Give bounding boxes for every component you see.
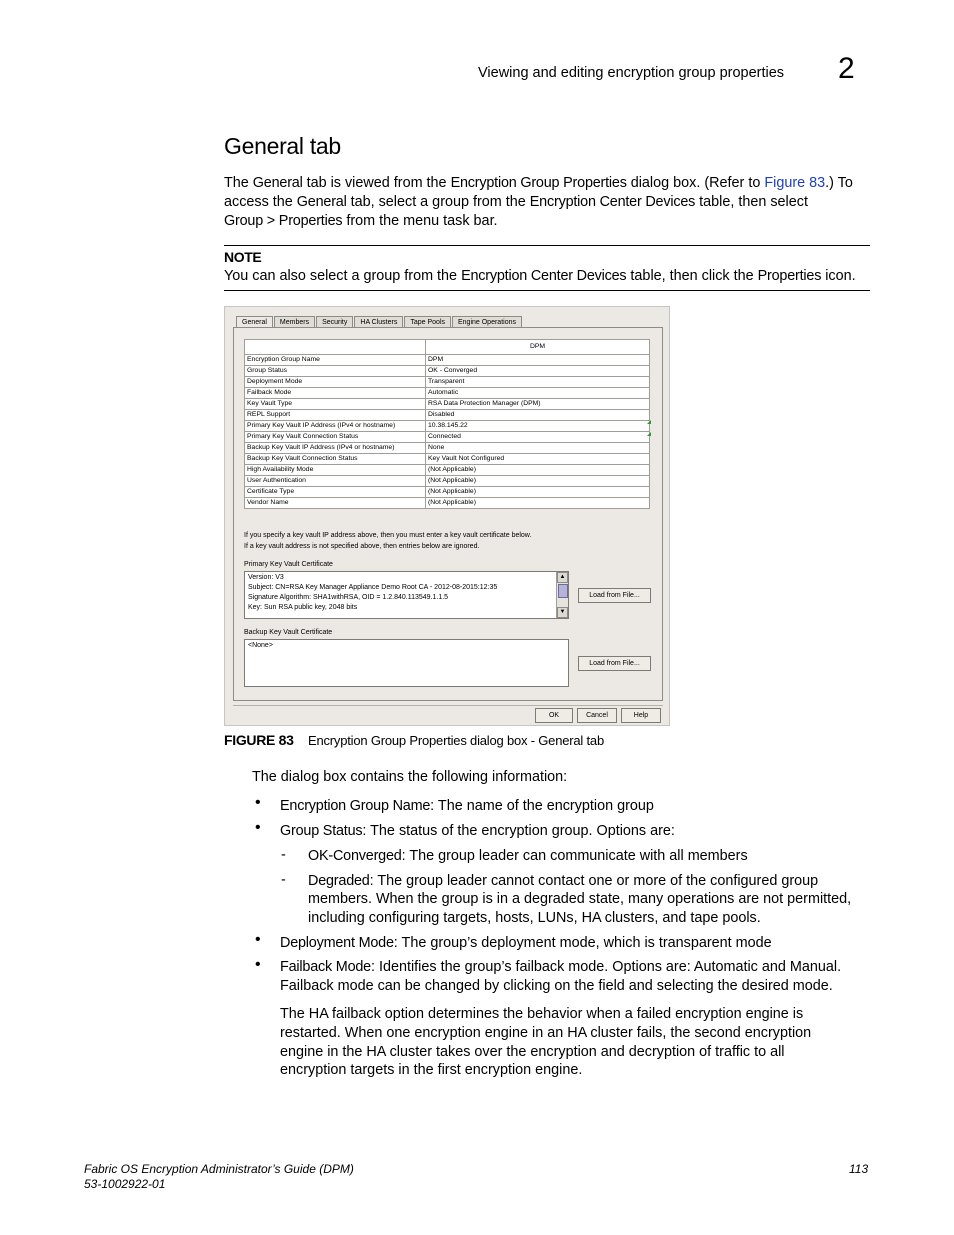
row-value[interactable]: Connected [426, 432, 650, 443]
backup-cert-label: Backup Key Vault Certificate [244, 629, 333, 636]
row-label: REPL Support [245, 410, 426, 421]
tab-engine-operations[interactable]: Engine Operations [452, 316, 522, 328]
edit-marker-icon [647, 432, 651, 436]
table-row[interactable] [245, 432, 650, 443]
backup-cert-value: <None> [248, 642, 273, 649]
cert-line: Version: V3 [248, 574, 284, 581]
cert-line: Key: Sun RSA public key, 2048 bits [248, 604, 358, 611]
row-value[interactable]: RSA Data Protection Manager (DPM) [426, 399, 650, 410]
row-value[interactable]: (Not Applicable) [426, 498, 650, 509]
row-value[interactable]: (Not Applicable) [426, 476, 650, 487]
tab-tape-pools[interactable]: Tape Pools [404, 316, 451, 328]
row-label: Certificate Type [245, 487, 426, 498]
load-backup-cert-button[interactable]: Load from File... [578, 656, 651, 671]
table-row[interactable] [245, 421, 650, 432]
ha-line-1: The HA failback option determines the behavior when a failed encryption engine is [280, 1006, 804, 1022]
lead-paragraph: The dialog box contains the following information: [252, 769, 568, 785]
note-top-rule [224, 245, 870, 246]
table-row[interactable] [245, 454, 650, 465]
table-header-row [245, 340, 650, 355]
sub-degraded: Degraded: The group leader cannot contact one or more of the configured group [308, 873, 819, 889]
sub-degraded-line-3: including configuring targets, hosts, LUNs, HA clusters, and tape pools. [308, 910, 761, 926]
table-row[interactable] [245, 366, 650, 377]
dash-icon: - [281, 847, 286, 863]
sub-ok-converged: OK-Converged: The group leader can communicate with all members [308, 848, 748, 864]
bullet-deployment-mode: Deployment Mode: The group’s deployment mode, which is transparent mode [280, 935, 772, 951]
figure-label: FIGURE 83 [224, 732, 294, 748]
cert-line: Subject: CN=RSA Key Manager Appliance Demo Root CA - 2012-08-2015:12:35 [248, 584, 498, 591]
cert-scrollbar[interactable] [556, 572, 568, 618]
info-line-1: If you specify a key vault IP address above, then you must enter a key vault certificate below. [244, 532, 532, 539]
scroll-down-icon[interactable]: ▼ [557, 607, 568, 618]
load-primary-cert-button[interactable]: Load from File... [578, 588, 651, 603]
ha-line-2: restarted. When one encryption engine in an HA cluster fails, the second encryption [280, 1025, 812, 1041]
footer-doc-number: 53-1002922-01 [84, 1177, 166, 1191]
intro-line-3: Group > Properties from the menu task bar. [224, 213, 498, 229]
note-bottom-rule [224, 290, 870, 291]
failback-line-2: Failback mode can be changed by clicking on the field and selecting the desired mode. [280, 978, 833, 994]
table-header-blank [245, 340, 426, 355]
table-row[interactable] [245, 410, 650, 421]
row-label: Deployment Mode [245, 377, 426, 388]
bullet-icon: • [255, 794, 261, 811]
chapter-number: 2 [838, 52, 855, 85]
table-row[interactable] [245, 377, 650, 388]
bullet-icon: • [255, 956, 261, 973]
page-number: 113 [849, 1162, 869, 1176]
figure-caption: Encryption Group Properties dialog box - General tab [308, 733, 604, 748]
backup-cert-textarea[interactable] [244, 639, 569, 687]
row-value[interactable]: (Not Applicable) [426, 465, 650, 476]
primary-cert-textarea[interactable] [244, 571, 569, 619]
ha-line-4: encryption targets in the first encryption engine. [280, 1062, 583, 1078]
bullet-icon: • [255, 931, 261, 948]
row-value[interactable]: Transparent [426, 377, 650, 388]
dialog-separator [233, 705, 663, 706]
row-label: User Authentication [245, 476, 426, 487]
row-label: Encryption Group Name [245, 355, 426, 366]
general-tab-panel [233, 327, 663, 701]
table-row[interactable] [245, 388, 650, 399]
row-label: Vendor Name [245, 498, 426, 509]
scroll-thumb[interactable] [558, 584, 568, 598]
row-value[interactable]: None [426, 443, 650, 454]
ha-line-3: engine in the HA cluster takes over the encryption and decryption of traffic to all [280, 1044, 785, 1060]
figure-link[interactable]: Figure 83 [764, 175, 826, 191]
row-label: Backup Key Vault Connection Status [245, 454, 426, 465]
running-header: Viewing and editing encryption group properties [478, 65, 785, 81]
row-label: High Availability Mode [245, 465, 426, 476]
row-value[interactable]: Disabled [426, 410, 650, 421]
row-value[interactable]: (Not Applicable) [426, 487, 650, 498]
footer-title: Fabric OS Encryption Administrator’s Guide (DPM) [84, 1162, 354, 1176]
cancel-button[interactable]: Cancel [577, 708, 617, 723]
table-row[interactable] [245, 399, 650, 410]
bullet-group-status: Group Status: The status of the encryption group. Options are: [280, 823, 675, 839]
row-value[interactable]: 10.38.145.22 [426, 421, 650, 432]
bullet-icon: • [255, 819, 261, 836]
cert-line: Signature Algorithm: SHA1withRSA, OID = 1.2.840.113549.1.1.5 [248, 594, 449, 601]
row-value[interactable]: Automatic [426, 388, 650, 399]
tab-members[interactable]: Members [274, 316, 315, 328]
help-button[interactable]: Help [621, 708, 661, 723]
properties-table [244, 339, 650, 509]
tab-general[interactable]: General [236, 316, 273, 328]
table-row[interactable] [245, 443, 650, 454]
note-text: You can also select a group from the Encryption Center Devices table, then click the Properties icon. [224, 268, 856, 284]
encryption-group-properties-dialog [224, 306, 670, 726]
intro-line-2: access the General tab, select a group from the Encryption Center Devices table, then select [224, 194, 808, 210]
dash-icon: - [281, 872, 286, 888]
row-value[interactable]: DPM [426, 355, 650, 366]
ok-button[interactable]: OK [535, 708, 573, 723]
row-value[interactable]: OK - Converged [426, 366, 650, 377]
scroll-up-icon[interactable]: ▲ [557, 572, 568, 583]
info-line-2: If a key vault address is not specified above, then entries below are ignored. [244, 543, 480, 550]
table-row[interactable] [245, 465, 650, 476]
note-label: NOTE [224, 249, 262, 265]
intro-line-1: The General tab is viewed from the Encryption Group Properties dialog box. (Refer to Figure 83.) To [224, 175, 853, 191]
table-row[interactable] [245, 487, 650, 498]
bullet-failback-mode: Failback Mode: Identifies the group’s failback mode. Options are: Automatic and Manual. [280, 959, 842, 975]
row-label: Backup Key Vault IP Address (IPv4 or hostname) [245, 443, 426, 454]
bullet-encryption-group-name: Encryption Group Name: The name of the encryption group [280, 798, 654, 814]
row-label: Primary Key Vault IP Address (IPv4 or hostname) [245, 421, 426, 432]
row-label: Key Vault Type [245, 399, 426, 410]
table-column-header: DPM [426, 340, 650, 355]
tab-security[interactable]: Security [316, 316, 353, 328]
primary-cert-label: Primary Key Vault Certificate [244, 561, 333, 568]
table-row[interactable] [245, 498, 650, 509]
table-row[interactable] [245, 476, 650, 487]
tab-ha-clusters[interactable]: HA Clusters [354, 316, 403, 328]
row-label: Primary Key Vault Connection Status [245, 432, 426, 443]
sub-degraded-line-2: members. When the group is in a degraded state, many operations are not permitted, [308, 891, 852, 907]
row-value[interactable]: Key Vault Not Configured [426, 454, 650, 465]
row-label: Group Status [245, 366, 426, 377]
row-label: Failback Mode [245, 388, 426, 399]
edit-marker-icon [647, 420, 651, 424]
table-row[interactable] [245, 355, 650, 366]
section-heading: General tab [224, 133, 341, 159]
